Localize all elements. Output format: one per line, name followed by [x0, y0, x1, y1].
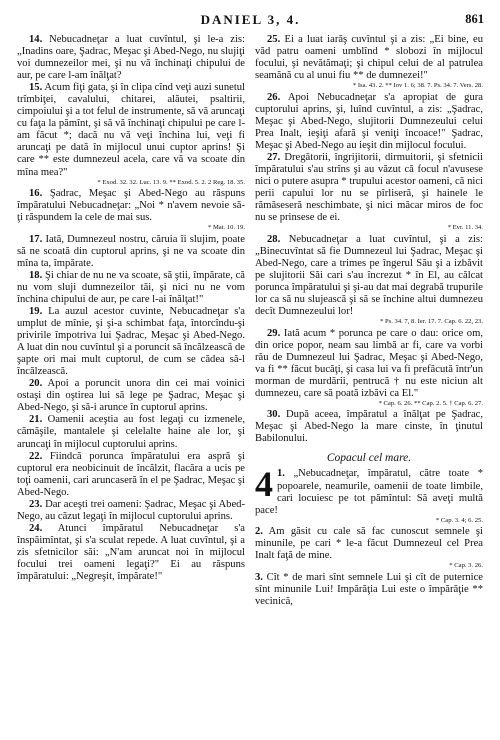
verse-number: 28. [267, 233, 281, 245]
verse-text: Dregătorii, îngrijitorii, dirmuitorii, şi sfetnicii împăratului s'au strîns şi au văzut că focul n'avusese nici o putere asupra * trupului acestor oameni, că nici perii capului lor nu se pîrliseră, şi hainele le rămăseseră neschimbate, şi nici măcar miros de foc nu se prinsese de ei. [255, 151, 483, 224]
verse-number: 23. [29, 498, 43, 510]
cross-reference-footnote: * Exod. 32. 32. Luc. 13. 9. ** Exod. 5. 2. 2 Reg. 18. 35. [97, 178, 245, 186]
verse-paragraph [255, 409, 483, 445]
verse-number: 19. [29, 305, 43, 317]
right-column-verses [255, 34, 483, 445]
verse-number: 27. [267, 151, 281, 163]
verse-paragraph [255, 234, 483, 318]
verse-number: 1. [277, 468, 285, 480]
verse-text: După aceea, împăratul a înălţat pe Şadrac, Meşac şi Abed-Nego la mare cinste, în ţinutul Babilonului. [255, 409, 483, 445]
verse-number: 30. [267, 409, 281, 421]
cross-reference-footnote: * Cap. 6. 26. ** Cap. 2. 5. † Cap. 6. 27. [378, 399, 483, 407]
verse-paragraph [255, 328, 483, 400]
verse-number: 18. [29, 269, 43, 281]
verse-number: 25. [267, 34, 281, 45]
verse-number: 2. [255, 526, 263, 538]
verse-paragraph [255, 572, 483, 608]
verse-text: Apoi Nebucadneţar s'a apropiat de gura cuptorului aprins, şi, luînd cuvîntul, a zis: „Şadrac, Meşac şi Abed-Nego, slujitorii Dumnezeului celui Prea Inalt, ieşiţi afară şi veniţi încoace!" Şadrac, Meşac şi Abed-Nego au ieşit din mijlocul focului. [255, 91, 483, 151]
verse-number: 29. [267, 327, 281, 339]
verse-paragraph [17, 188, 245, 224]
verse-number: 20. [29, 378, 43, 390]
verse-paragraph [17, 414, 245, 450]
verse-paragraph [17, 82, 245, 178]
verse-text: Nebucadneţar a luat cuvîntul, şi a zis: „Binecuvîntat să fie Dumnezeul lui Şadrac, Meşac şi Abed-Nego, care a trimes pe îngerul Său şi a izbăvit pe slujitorii Săi cari s'au încrezut * în El, au călcat porunca împăratului şi şi-au dat mai degrabă trupurile lor ca să nu slujească şi să se închine altui dumnezeu decît Dumnezeului lor! [255, 233, 483, 317]
section-heading: Copacul cel mare. [326, 452, 412, 465]
verse-number: 16. [29, 188, 43, 200]
verse-number: 21. [29, 414, 43, 426]
verse-paragraph [255, 92, 483, 152]
cross-reference-footnote: * Cap. 3. 4; 6. 25. [435, 516, 483, 524]
verse-text: Apoi a poruncit unora din cei mai voinici ostaşi din oştirea lui să lege pe Şadrac, Meşac şi Abed-Nego, şi să-i arunce în cuptorul aprins. [17, 378, 245, 414]
verse-number: 3. [255, 571, 263, 583]
verse-paragraph [17, 234, 245, 270]
verse-text: Iată acum * porunca pe care o dau: orice om, din orice popor, neam sau limbă ar fi, care va vorbi rău de Dumnezeul lui Şadrac, Meşac şi Abed-Nego, va fi ** făcut bucăţi, şi casa lui va fi prefăcută într'un morman de murdării, pentrucă † nu este niciun alt dumnezeu, care să poată izbăvi ca El." [255, 327, 483, 399]
verse-text: Am găsit cu cale să fac cunoscut semnele şi minunile, pe cari * le-a făcut Dumnezeul cel Prea Inalt faţă de mine. [255, 526, 483, 562]
verse-number: 17. [29, 233, 43, 245]
cross-reference-footnote: * Cap. 3. 26. [449, 562, 483, 570]
verse-number: 15. [29, 82, 43, 94]
verse-paragraph [17, 523, 245, 583]
page-number: 861 [465, 12, 484, 26]
book-chapter-title: DANIEL 3, 4. [200, 12, 301, 27]
verse-text: La auzul acestor cuvinte, Nebucadneţar s'a umplut de mînie, şi şi-a schimbat faţa, întorcîndu-şi privirile împotriva lui Şadrac, Meşac şi Abed-Nego. A luat din nou cuvîntul şi a poruncit să încălzească de şapte ori mai mult cuptorul, de cum se cădea să-l încălzească. [17, 305, 245, 378]
cross-reference-footnote: * Ps. 34. 7, 8. Ier. 17. 7. Cap. 6. 22, 23. [380, 318, 483, 326]
verse-text: Cît * de mari sînt semnele Lui şi cît de puternice sînt minunile Lui! Impărăţia Lui este o împărăţie ** vecinică, [255, 571, 483, 607]
verse-paragraph [17, 451, 245, 499]
verse-number: 24. [29, 522, 43, 534]
chapter-verses [255, 464, 483, 607]
verse-paragraph [17, 306, 245, 378]
verse-paragraph [255, 34, 483, 82]
cross-reference-footnote: * Isa. 43. 2. ** Iov 1. 6; 38. 7. Ps. 34. 7. Vers. 28. [352, 82, 483, 90]
verse-text: Nebucadneţar a luat cuvîntul, şi le-a zis: „Inadins oare, Şadrac, Meşac şi Abed-Nego, nu slujiţi voi dumnezeilor mei, şi nu vă închinaţi chipului de aur, pe care l-am înălţat? [17, 34, 245, 82]
verse-text: Dar aceşti trei oameni: Şadrac, Meşac şi Abed-Nego, au căzut legaţi în mijlocul cuptorului aprins. [17, 498, 245, 522]
verse-text: Atunci împăratul Nebucadneţar s'a înspăimîntat, şi s'a sculat repede. A luat cuvîntul, şi a zis sfetnicilor săi: „N'am aruncat noi în mijlocul focului trei oameni legaţi?" Ei au răspuns împăratului: „Negreşit, împărate!" [17, 522, 245, 583]
verse-paragraph [17, 34, 245, 82]
running-header [17, 10, 484, 30]
right-column [255, 34, 483, 608]
verse-text: Şadrac, Meşac şi Abed-Nego au răspuns împăratului Nebucadneţar: „Noi * n'avem nevoie să-ţi răspundem la cele de mai sus. [17, 188, 245, 224]
verse-paragraph [255, 526, 483, 562]
verse-paragraph [17, 499, 245, 523]
verse-number: 22. [29, 450, 43, 462]
chapter-start [255, 464, 483, 607]
verse-text: Şi chiar de nu ne va scoate, să ştii, împărate, că nu vom sluji dumnezeilor tăi, şi nici nu ne vom închina chipului de aur, pe care l-ai înălţat!" [17, 269, 245, 305]
verse-text: Fiindcă porunca împăratului era aspră şi cuptorul era neobicinuit de încălzit, flacăra a ucis pe toţi oamenii, cari aruncaseră în el pe Şadrac, Meşac şi Abed-Nego. [17, 450, 245, 498]
verse-text: Iată, Dumnezeul nostru, căruia îi slujim, poate să ne scoată din cuptorul aprins, şi ne va scoate din mîna ta, împărate. [17, 233, 245, 269]
cross-reference-footnote: * Evr. 11. 34. [447, 224, 483, 232]
left-column [17, 34, 245, 608]
verse-paragraph [17, 270, 245, 306]
verse-number: 26. [267, 91, 281, 103]
verse-text: Oamenii aceştia au fost legaţi cu izmenele, cămăşile, mantalele şi celelalte haine ale lor, şi aruncaţi în mijlocul cuptorului aprins. [17, 414, 245, 450]
verse-paragraph [255, 152, 483, 224]
cross-reference-footnote: * Mat. 10. 19. [208, 224, 245, 232]
verse-number: 14. [29, 34, 43, 45]
verse-paragraph [255, 464, 483, 516]
verse-text: Acum fiţi gata, şi în clipa cînd veţi auzi sunetul trîmbiţei, cavalului, chitarei, alăutei, psaltirii, cimpoiului şi a tot felul de instrumente, să vă aruncaţi cu faţa la pămînt, şi să vă închinaţi chipului pe care l-am făcut *; dacă nu vă veţi închina lui, veţi fi aruncaţi pe dată în mijlocul unui cuptor aprins! Şi care ** este dumnezeul acela, care vă va scoate din mîna mea?" [17, 82, 245, 178]
verse-text: Ei a luat iarăş cuvîntul şi a zis: „Ei bine, eu văd patru oameni umblînd * slobozi în mijlocul focului, şi nevătămaţi; şi chipul celui de al patrulea seamănă cu al unui fiu ** de dumnezei!" [255, 34, 483, 82]
verse-text: „Nebucadneţar, împăratul, către toate * popoarele, neamurile, oamenii de toate limbile, cari locuiesc pe tot pămîntul: Să aveţi multă pace! [255, 468, 483, 516]
verse-paragraph [17, 378, 245, 414]
text-columns [17, 34, 484, 608]
chapter-number: 4 [255, 464, 273, 505]
